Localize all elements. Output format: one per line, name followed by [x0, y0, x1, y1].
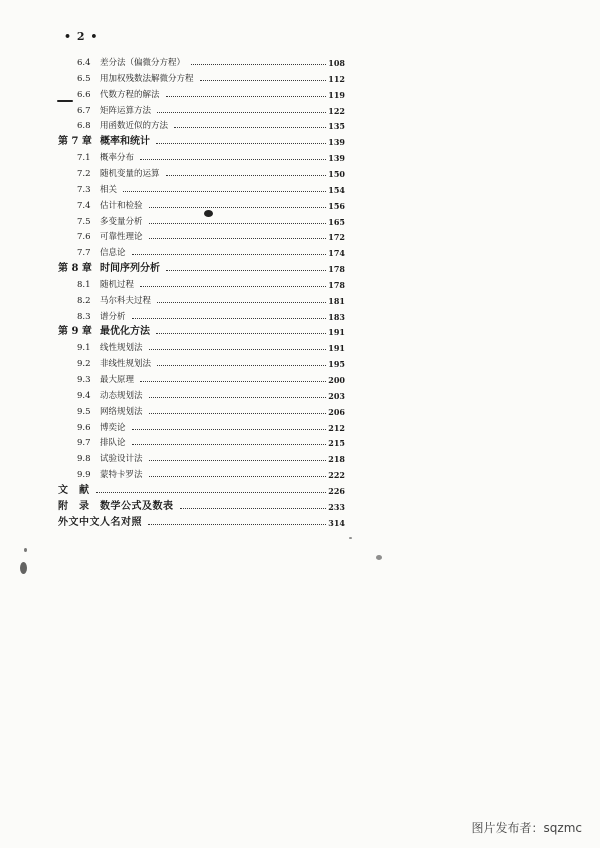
page-number: • 2 •	[64, 30, 99, 43]
dot-leader	[149, 476, 327, 477]
page-ref: 226	[328, 485, 345, 496]
chapter-title: 概率和统计	[100, 136, 150, 148]
section-title: 相关	[100, 184, 118, 195]
page-ref: 150	[328, 168, 345, 179]
toc-entry	[0, 516, 600, 530]
toc-entry	[0, 151, 600, 165]
section-title: 试验设计法	[100, 454, 143, 465]
page-ref: 233	[328, 501, 345, 512]
dot-leader	[132, 444, 327, 445]
dot-leader	[166, 175, 327, 176]
section-title: 谱分析	[100, 311, 126, 322]
page-ref: 218	[328, 454, 345, 465]
section-number: 9.3	[77, 375, 91, 385]
dot-leader	[149, 223, 327, 224]
dot-leader	[166, 270, 326, 271]
toc-entry	[0, 405, 600, 419]
appendix-title: 外文中文人名对照	[58, 516, 142, 528]
page-ref: 122	[328, 105, 345, 116]
dot-leader	[140, 381, 326, 382]
toc-entry	[0, 135, 600, 149]
dot-leader	[132, 254, 327, 255]
dot-leader	[149, 207, 327, 208]
page-ref: 108	[328, 58, 345, 68]
page-ref: 183	[328, 311, 345, 322]
ink-blot	[24, 548, 27, 552]
section-number: 9.6	[77, 422, 91, 433]
section-number: 7.7	[77, 248, 91, 259]
section-number: 9.2	[77, 359, 91, 370]
toc-entry	[0, 199, 600, 213]
section-title: 线性规划法	[100, 343, 143, 354]
toc-entry	[0, 421, 600, 435]
toc-entry	[0, 357, 600, 371]
chapter-title: 时间序列分析	[100, 263, 160, 275]
page-ref: 195	[328, 359, 345, 370]
toc-entry	[0, 389, 600, 403]
page-ref: 222	[328, 470, 345, 481]
appendix-title: 附 录 数学公式及数表	[58, 500, 174, 512]
page-ref: 178	[328, 264, 345, 275]
section-number: 6.8	[77, 121, 91, 132]
page-ref: 135	[328, 121, 345, 132]
dot-leader	[132, 318, 327, 319]
toc-entry	[0, 104, 600, 118]
page-ref: 200	[328, 375, 345, 385]
section-number: 7.4	[77, 200, 91, 211]
toc-entry	[0, 325, 600, 339]
section-number: 8.2	[77, 295, 91, 306]
section-number: 7.2	[77, 168, 91, 179]
dot-leader	[149, 349, 327, 350]
section-number: 6.6	[77, 89, 91, 100]
page-ref: 154	[328, 184, 345, 195]
section-number: 8.1	[77, 279, 91, 290]
dot-leader	[157, 112, 326, 113]
section-number: 7.3	[77, 184, 91, 195]
publisher-caption: 图片发布者：sqzmc	[471, 821, 582, 835]
dot-leader	[166, 96, 327, 97]
section-number: 9.8	[77, 454, 91, 465]
toc-entry	[0, 246, 600, 260]
section-title: 差分法（偏微分方程）	[100, 58, 186, 68]
dot-leader	[123, 191, 326, 192]
page-ref: 156	[328, 200, 345, 211]
page-ref: 119	[328, 89, 345, 100]
appendix-title: 文 献	[58, 484, 90, 496]
dot-leader	[157, 365, 326, 366]
page-ref: 212	[328, 422, 345, 433]
toc-entry	[0, 215, 600, 229]
section-number: 6.4	[77, 58, 91, 68]
page-ref: 139	[328, 137, 345, 148]
chapter-number: 第 8 章	[58, 263, 92, 275]
section-title: 随机变量的运算	[100, 168, 160, 179]
section-number: 7.5	[77, 216, 91, 227]
section-title: 矩阵运算方法	[100, 105, 152, 116]
toc-entry	[0, 468, 600, 482]
dot-leader	[149, 238, 327, 239]
section-title: 估计和检验	[100, 200, 143, 211]
page-ref: 314	[328, 517, 345, 528]
dot-leader	[174, 127, 326, 128]
chapter-title: 最优化方法	[100, 326, 150, 338]
section-title: 多变量分析	[100, 216, 143, 227]
page-ref: 215	[328, 438, 345, 449]
toc-entry	[0, 452, 600, 466]
page-ref: 165	[328, 216, 345, 227]
section-title: 用加权残数法解微分方程	[100, 73, 194, 84]
ink-blot	[57, 100, 73, 102]
dot-leader	[148, 524, 326, 525]
section-title: 博奕论	[100, 422, 126, 433]
section-title: 网络规划法	[100, 406, 143, 417]
section-number: 7.6	[77, 232, 91, 243]
section-number: 9.5	[77, 406, 91, 417]
page-ref: 139	[328, 153, 345, 164]
chapter-number: 第 9 章	[58, 326, 92, 338]
toc-entry	[0, 183, 600, 197]
toc-entry	[0, 341, 600, 355]
section-title: 马尔科夫过程	[100, 295, 152, 306]
dot-leader	[200, 80, 327, 81]
section-title: 排队论	[100, 438, 126, 449]
dot-leader	[157, 302, 326, 303]
ink-blot	[204, 210, 213, 217]
section-number: 6.5	[77, 73, 91, 84]
toc-entry	[0, 436, 600, 450]
dot-leader	[156, 143, 326, 144]
toc-entry	[0, 72, 600, 86]
page-ref: 172	[328, 232, 345, 243]
section-title: 信息论	[100, 248, 126, 259]
section-title: 蒙特卡罗法	[100, 470, 143, 481]
section-title: 用函数近似的方法	[100, 121, 169, 132]
page-ref: 174	[328, 248, 345, 259]
toc-entry	[0, 262, 600, 276]
section-title: 代数方程的解法	[100, 89, 160, 100]
toc-entry	[0, 373, 600, 387]
ink-blot	[376, 555, 382, 560]
dot-leader	[96, 492, 327, 493]
toc-entry	[0, 167, 600, 181]
toc-entry	[0, 294, 600, 308]
ink-blot	[349, 537, 352, 539]
page-ref: 203	[328, 390, 345, 401]
toc-entry	[0, 310, 600, 324]
dot-leader	[140, 286, 326, 287]
dot-leader	[132, 429, 327, 430]
section-number: 8.3	[77, 311, 91, 322]
dot-leader	[149, 413, 327, 414]
toc-entry	[0, 56, 600, 70]
section-title: 最大原理	[100, 375, 135, 385]
toc-entry	[0, 278, 600, 292]
dot-leader	[149, 460, 327, 461]
page-ref: 206	[328, 406, 345, 417]
toc-entry	[0, 500, 600, 514]
section-number: 9.1	[77, 343, 91, 354]
page-ref: 178	[328, 279, 345, 290]
section-number: 7.1	[77, 153, 91, 164]
section-number: 9.7	[77, 438, 91, 449]
section-title: 动态规划法	[100, 390, 143, 401]
page-ref: 112	[328, 73, 345, 84]
section-title: 概率分布	[100, 153, 135, 164]
toc-entry	[0, 119, 600, 133]
section-title: 可靠性理论	[100, 232, 143, 243]
page-ref: 191	[328, 343, 345, 354]
chapter-number: 第 7 章	[58, 136, 92, 148]
dot-leader	[191, 64, 326, 65]
dot-leader	[156, 333, 326, 334]
section-number: 6.7	[77, 105, 91, 116]
section-number: 9.9	[77, 470, 91, 481]
section-title: 非线性规划法	[100, 359, 152, 370]
ink-blot	[20, 562, 27, 574]
dot-leader	[180, 508, 327, 509]
toc-entry	[0, 230, 600, 244]
toc-entry	[0, 88, 600, 102]
page-ref: 191	[328, 327, 345, 338]
section-number: 9.4	[77, 390, 91, 401]
section-title: 随机过程	[100, 279, 135, 290]
page-ref: 181	[328, 295, 345, 306]
dot-leader	[140, 159, 326, 160]
dot-leader	[149, 397, 327, 398]
toc-entry	[0, 484, 600, 498]
